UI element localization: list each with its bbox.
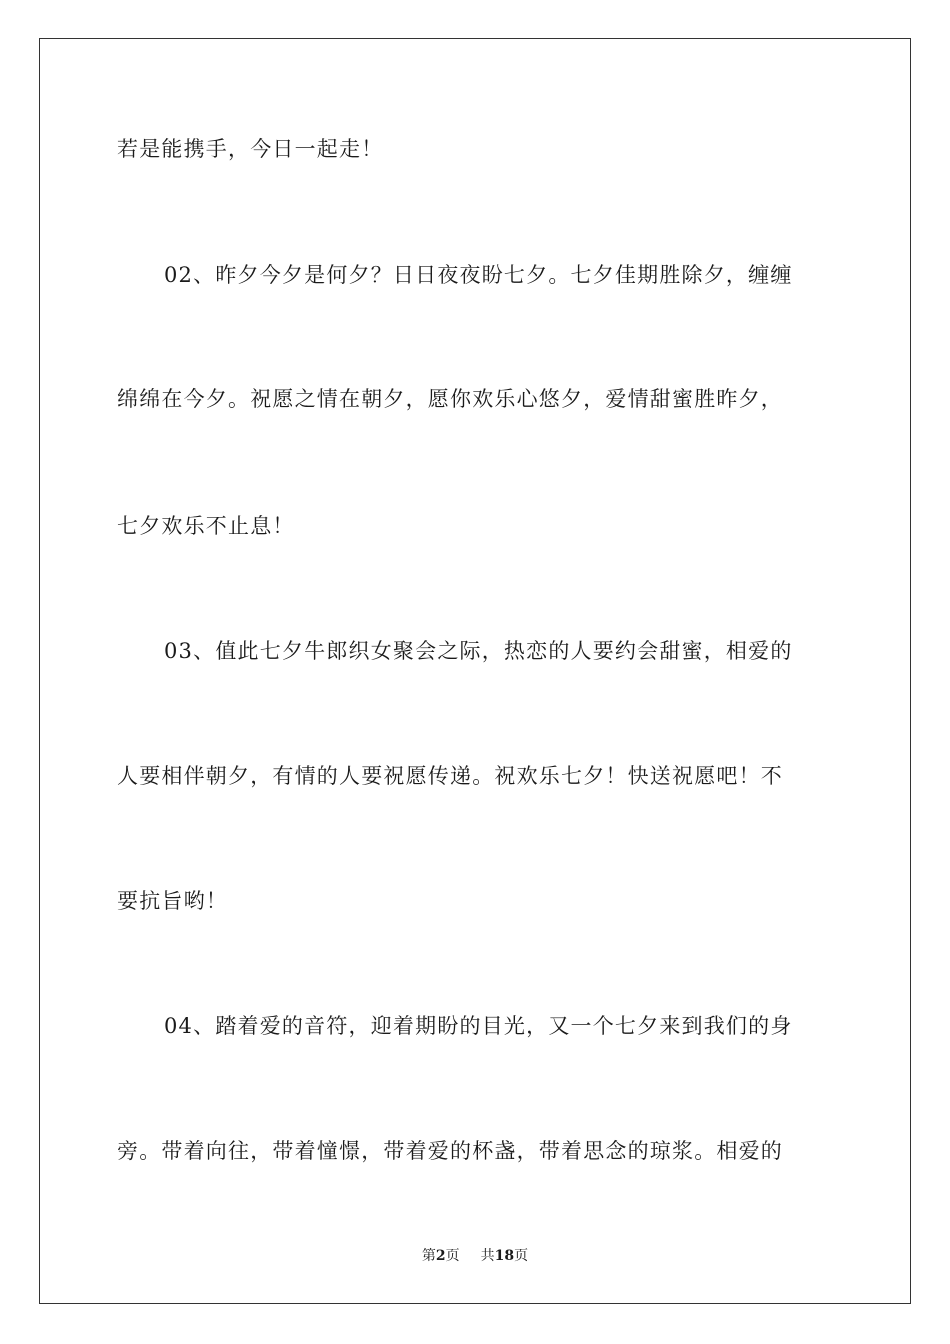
page-number: 2: [435, 1248, 446, 1264]
text-line-8: 04、踏着爱的音符，迎着期盼的目光，又一个七夕来到我们的身: [164, 1014, 793, 1038]
text-line-4: 七夕欢乐不止息！: [117, 514, 295, 538]
text-line-5: 03、值此七夕牛郎织女聚会之际，热恋的人要约会甜蜜，相爱的: [164, 639, 793, 663]
text-line-2: 02、昨夕今夕是何夕？日日夜夜盼七夕。七夕佳期胜除夕，缠缠: [164, 263, 793, 287]
text-line-7: 要抗旨哟！: [117, 889, 228, 913]
total-prefix: 共: [480, 1248, 495, 1264]
total-suffix: 页: [514, 1248, 529, 1264]
total-pages: 18: [494, 1248, 515, 1264]
text-line-3: 绵绵在今夕。祝愿之情在朝夕，愿你欢乐心悠夕，爱情甜蜜胜昨夕，: [117, 387, 783, 411]
page-footer: [0, 1246, 950, 1266]
page-suffix: 页: [445, 1248, 460, 1264]
page-border: [39, 38, 911, 1304]
text-line-1: 若是能携手，今日一起走！: [117, 137, 384, 161]
page-prefix: 第: [421, 1248, 436, 1264]
text-line-9: 旁。带着向往，带着憧憬，带着爱的杯盏，带着思念的琼浆。相爱的: [117, 1139, 783, 1163]
text-line-6: 人要相伴朝夕，有情的人要祝愿传递。祝欢乐七夕！快送祝愿吧！不: [117, 764, 783, 788]
